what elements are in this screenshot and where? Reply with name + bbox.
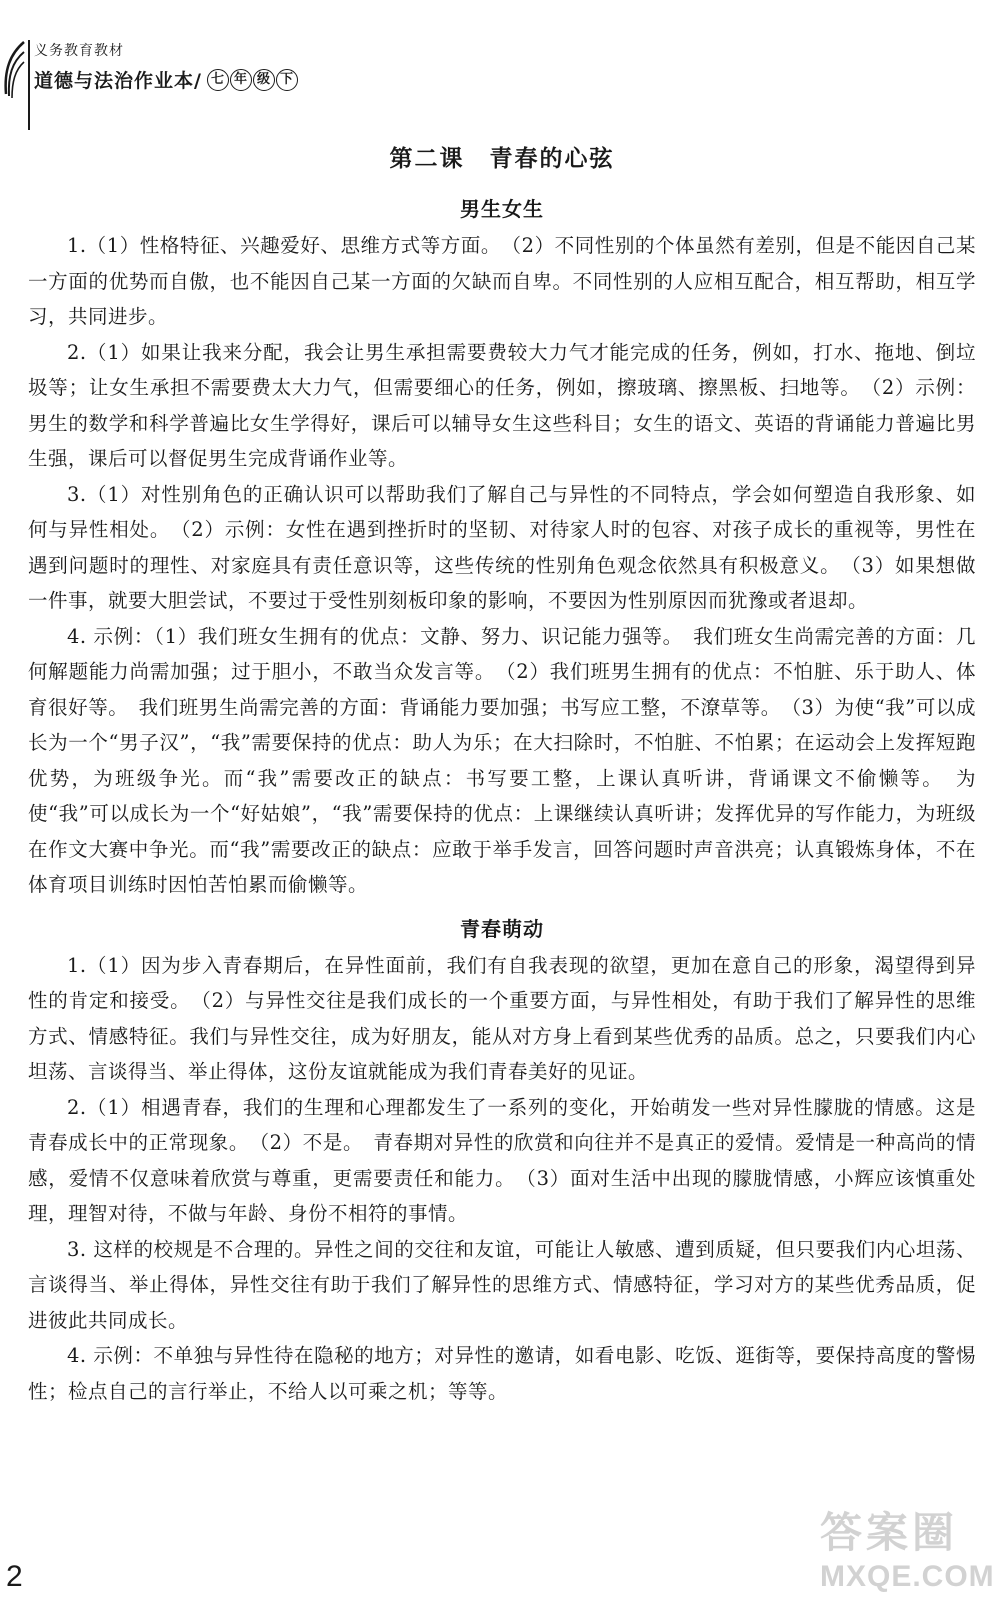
watermark-text: 答案圈 <box>820 1509 959 1556</box>
publisher-logo-icon <box>0 40 26 120</box>
answer-paragraph: 4. 示例：不单独与异性待在隐秘的地方；对异性的邀请，如看电影、吃饭、逛街等，要保持高度的警惕性；检点自己的言行举止，不给人以可乘之机；等等。 <box>28 1344 976 1403</box>
header-text <box>34 40 298 93</box>
answer-paragraph: 1.（1）性格特征、兴趣爱好、思维方式等方面。 （2）不同性别的个体虽然有差别，但是不能因自己某一方面的优势而自傲，也不能因自己某一方面的欠缺而自卑。不同性别的人应相互配合，相互帮助，相互学习，共同进步。 <box>28 234 976 328</box>
page-header <box>0 0 996 130</box>
series-label: 义务教育教材 <box>34 43 124 59</box>
grade-char: 七 <box>207 69 229 91</box>
lesson-title: 第二课 青春的心弦 <box>389 145 615 172</box>
watermark-url: MXQE.COM <box>820 1560 995 1593</box>
book-title <box>34 66 298 93</box>
book-title-text: 道德与法治作业本/ <box>34 70 202 92</box>
answer-paragraph: 1.（1）因为步入青春期后，在异性面前，我们有自我表现的欲望，更加在意自己的形象，渴望得到异性的肯定和接受。 （2）与异性交往是我们成长的一个重要方面，与异性相处，有助于我们了解异性的思维方式、情感特征。我们与异性交往，成为好朋友，能从对方身上看到某些优秀的品质。总之，只要我们内心坦荡、言谈得当、举止得体，这份友谊就能成为我们青春美好的见证。 <box>28 953 976 1083</box>
page-content <box>28 140 976 1409</box>
page-number: 2 <box>6 1560 23 1593</box>
grade-char: 下 <box>276 69 298 91</box>
section-boys-girls <box>28 193 976 903</box>
answer-paragraph: 2.（1）如果让我来分配，我会让男生承担需要费较大力气才能完成的任务，例如，打水、拖地、倒垃圾等；让女生承担不需要费太大力气，但需要细心的任务，例如，擦玻璃、擦黑板、扫地等。 （2）示例：男生的数学和科学普遍比女生学得好，课后可以辅导女生这些科目；女生的语文、英语的背诵能力普遍比男生强，课后可以督促男生完成背诵作业等。 <box>28 340 976 470</box>
answer-paragraph: 4. 示例：（1）我们班女生拥有的优点：文静、努力、识记能力强等。 我们班女生尚需完善的方面：几何解题能力尚需加强；过于胆小，不敢当众发言等。 （2）我们班男生拥有的优点：不怕脏、乐于助人、体育很好等。 我们班男生尚需完善的方面：背诵能力要加强；书写应工整，不潦草等。 （3）为使“我”可以成长为一个“男子汉”，“我”需要保持的优点：助人为乐；在大扫除时，不怕脏、不怕累；在运动会上发挥短跑优势，为班级争光。而“我”需要改正的缺点：书写要工整，上课认真听讲，背诵课文不偷懒等。 为使“我”可以成长为一个“好姑娘”，“我”需要保持的优点：上课继续认真听讲；发挥优异的写作能力，为班级在作文大赛中争光。而“我”需要改正的缺点：应敢于举手发言，回答问题时声音洪亮；认真锻炼身体，不在体育项目训练时因怕苦怕累而偷懒等。 <box>28 624 976 896</box>
grade-char: 年 <box>230 69 252 91</box>
section-youth-feelings <box>28 913 976 1410</box>
header-divider <box>28 40 30 130</box>
answer-paragraph: 3. 这样的校规是不合理的。异性之间的交往和友谊，可能让人敏感、遭到质疑，但只要我们内心坦荡、言谈得当、举止得体，异性交往有助于我们了解异性的思维方式、情感特征，学习对方的某些优秀品质，促进彼此共同成长。 <box>28 1237 976 1332</box>
section-title: 男生女生 <box>460 197 544 221</box>
grade-badge <box>206 69 298 91</box>
answer-paragraph: 2.（1）相遇青春，我们的生理和心理都发生了一系列的变化，开始萌发一些对异性朦胧的情感。这是青春成长中的正常现象。 （2）不是。 青春期对异性的欣赏和向往并不是真正的爱情。爱情是一种高尚的情感，爱情不仅意味着欣赏与尊重，更需要责任和能力。 （3）面对生活中出现的朦胧情感，小辉应该慎重处理，理智对待，不做与年龄、身份不相符的事情。 <box>28 1095 976 1225</box>
answer-paragraph: 3.（1）对性别角色的正确认识可以帮助我们了解自己与异性的不同特点，学会如何塑造自我形象、如何与异性相处。 （2）示例：女性在遇到挫折时的坚韧、对待家人时的包容、对孩子成长的重视等，男性在遇到问题时的理性、对家庭具有责任意识等，这些传统的性别角色观念依然具有积极意义。 （3）如果想做一件事，就要大胆尝试，不要过于受性别刻板印象的影响，不要因为性别原因而犹豫或者退却。 <box>28 482 976 612</box>
grade-char: 级 <box>253 69 275 91</box>
section-title: 青春萌动 <box>460 916 544 941</box>
watermark <box>820 1500 995 1595</box>
